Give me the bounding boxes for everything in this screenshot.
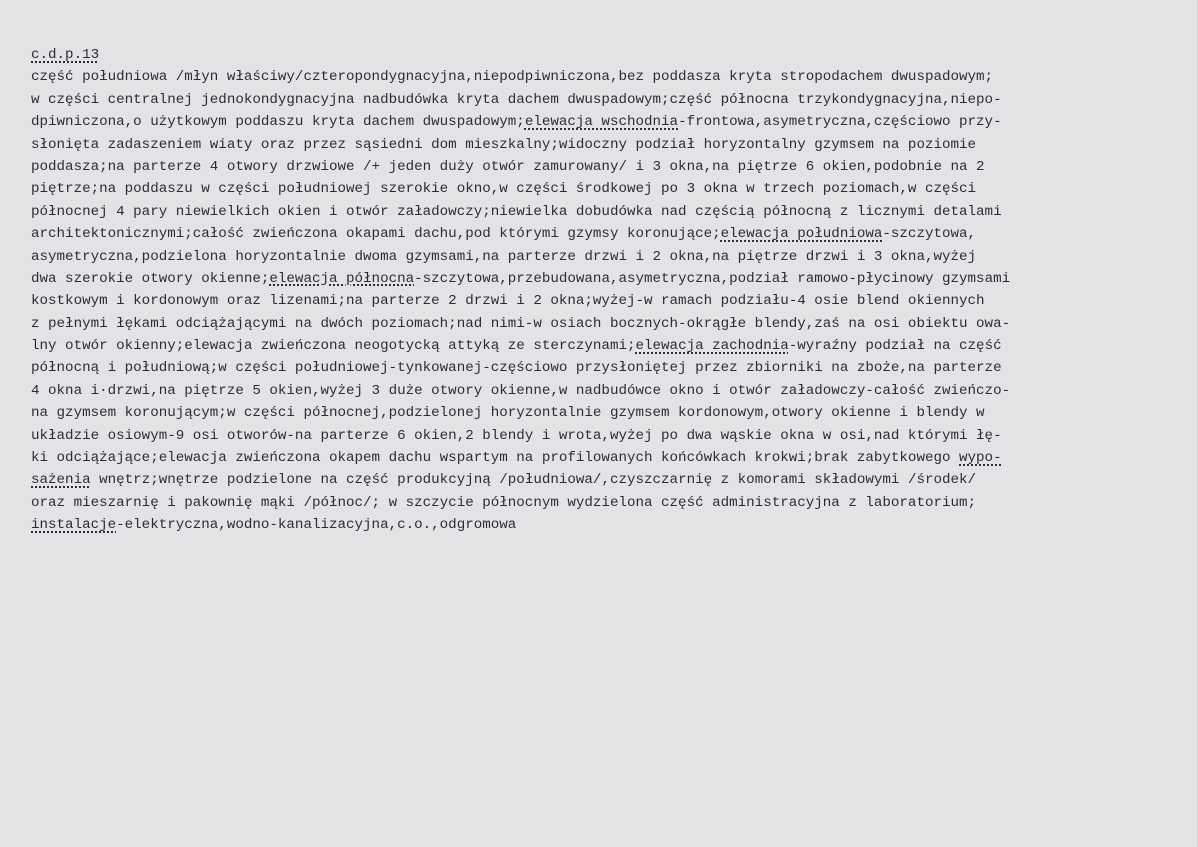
text-line bbox=[31, 425, 1191, 447]
text-line bbox=[31, 156, 1191, 178]
text-segment: ki odciążające;elewacja zwieńczona okapem dachu wspartym na profilowanych końcówkach krokwi;brak zabytkowego bbox=[31, 450, 960, 467]
text-line bbox=[31, 223, 1191, 245]
text-segment: słonięta zadaszeniem wiaty oraz przez sąsiedni dom mieszkalny;widoczny podział horyzontalny gzymsem na poziomie bbox=[31, 136, 977, 153]
text-segment: asymetryczna,podzielona horyzontalnie dwoma gzymsami,na parterze drzwi i 2 okna,na piętrze drzwi i 3 okna,wyżej bbox=[31, 248, 977, 265]
text-segment: część południowa /młyn właściwy/czteropondygnacyjna,niepodpiwniczona,bez poddasza kryta stropodachem dwuspadowym; bbox=[31, 69, 994, 86]
text-line bbox=[31, 66, 1191, 88]
underlined-heading: elewacja północna bbox=[269, 270, 415, 287]
text-segment: -szczytowa,przebudowana,asymetryczna,podział ramowo-płycinowy gzymsami bbox=[414, 270, 1011, 287]
text-line bbox=[31, 111, 1191, 133]
text-segment: układzie osiowym-9 osi otworów-na parterze 6 okien,2 blendy i wrota,wyżej po dwa wąskie okna w osi,nad którymi łę- bbox=[31, 427, 1002, 444]
text-segment: poddasza;na parterze 4 otwory drzwiowe /+ jeden duży otwór zamurowany/ i 3 okna,na piętrze 6 okien,podobnie na 2 bbox=[31, 158, 985, 175]
text-segment: północną i południową;w części południowej-tynkowanej-częściowo przysłoniętej przez zbiorniki na zboże,na parterze bbox=[31, 360, 1002, 377]
text-segment: 4 okna i·drzwi,na piętrze 5 okien,wyżej 3 duże otwory okienne,w nadbudówce okno i otwór załadowczy-całość zwieńczo- bbox=[31, 382, 1011, 399]
text-line bbox=[31, 469, 1191, 491]
text-segment: w części centralnej jednokondygnacyjna nadbudówka kryta dachem dwuspadowym;część północna trzykondygnacyjna,niepo- bbox=[31, 91, 1002, 108]
underlined-heading: sażenia bbox=[31, 472, 91, 489]
page-header bbox=[31, 44, 1191, 66]
text-line bbox=[31, 335, 1191, 357]
text-line bbox=[31, 246, 1191, 268]
text-line bbox=[31, 380, 1191, 402]
underlined-heading: elewacja południowa bbox=[720, 226, 883, 243]
text-segment: -wyraźny podział na część bbox=[788, 338, 1002, 355]
text-segment: -frontowa,asymetryczna,częściowo przy- bbox=[678, 114, 1002, 131]
text-segment: z pełnymi łękami odciążającymi na dwóch poziomach;nad nimi-w osiach bocznych-okrągłe blendy,zaś na osi obiektu owa- bbox=[31, 315, 1011, 332]
text-line bbox=[31, 492, 1191, 514]
text-segment: lny otwór okienny;elewacja zwieńczona neogotycką attyką ze sterczynami; bbox=[31, 338, 636, 355]
text-segment: oraz mieszarnię i pakownię mąki /północ/; w szczycie północnym wydzielona część administracyjna z laboratorium; bbox=[31, 494, 977, 511]
text-line bbox=[31, 134, 1191, 156]
text-line bbox=[31, 268, 1191, 290]
bleed-through-text bbox=[150, 585, 1150, 602]
text-line bbox=[31, 514, 1191, 536]
typed-text-block bbox=[31, 44, 1191, 537]
text-line bbox=[31, 357, 1191, 379]
text-line bbox=[31, 89, 1191, 111]
text-line bbox=[31, 447, 1191, 469]
underlined-heading: wypo- bbox=[959, 450, 1002, 467]
text-line bbox=[31, 290, 1191, 312]
text-segment: -szczytowa, bbox=[882, 226, 977, 243]
underlined-heading: instalacje bbox=[31, 517, 117, 534]
text-segment: północnej 4 pary niewielkich okien i otwór załadowczy;niewielka dobudówka nad częścią północną z licznymi detalami bbox=[31, 203, 1002, 220]
text-line bbox=[31, 402, 1191, 424]
text-line bbox=[31, 178, 1191, 200]
text-segment: na gzymsem koronującym;w części północnej,podzielonej horyzontalnie gzymsem kordonowym,otwory okienne i blendy w bbox=[31, 405, 985, 422]
text-segment: architektonicznymi;całość zwieńczona okapami dachu,pod którymi gzymsy koronujące; bbox=[31, 226, 721, 243]
text-segment: kostkowym i kordonowym oraz lizenami;na parterze 2 drzwi i 2 okna;wyżej-w ramach podziału-4 osie blend okiennych bbox=[31, 293, 985, 310]
underlined-heading: elewacja zachodnia bbox=[635, 338, 789, 355]
page-header-text: c.d.p.13 bbox=[31, 47, 100, 63]
text-segment: -elektryczna,wodno-kanalizacyjna,c.o.,odgromowa bbox=[116, 517, 517, 534]
text-segment: wnętrz;wnętrze podzielone na część produkcyjną /południowa/,czyszczarnię z komorami składowymi /środek/ bbox=[90, 472, 977, 489]
text-segment: dwa szerokie otwory okienne; bbox=[31, 270, 270, 287]
text-segment: piętrze;na poddaszu w części południowej szerokie okno,w części środkowej po 3 okna w trzech poziomach,w części bbox=[31, 181, 977, 198]
underlined-heading: elewacja wschodnia bbox=[524, 114, 679, 131]
text-line bbox=[31, 313, 1191, 335]
text-segment: dpiwniczona,o użytkowym poddaszu kryta dachem dwuspadowym; bbox=[31, 114, 525, 131]
text-line bbox=[31, 201, 1191, 223]
